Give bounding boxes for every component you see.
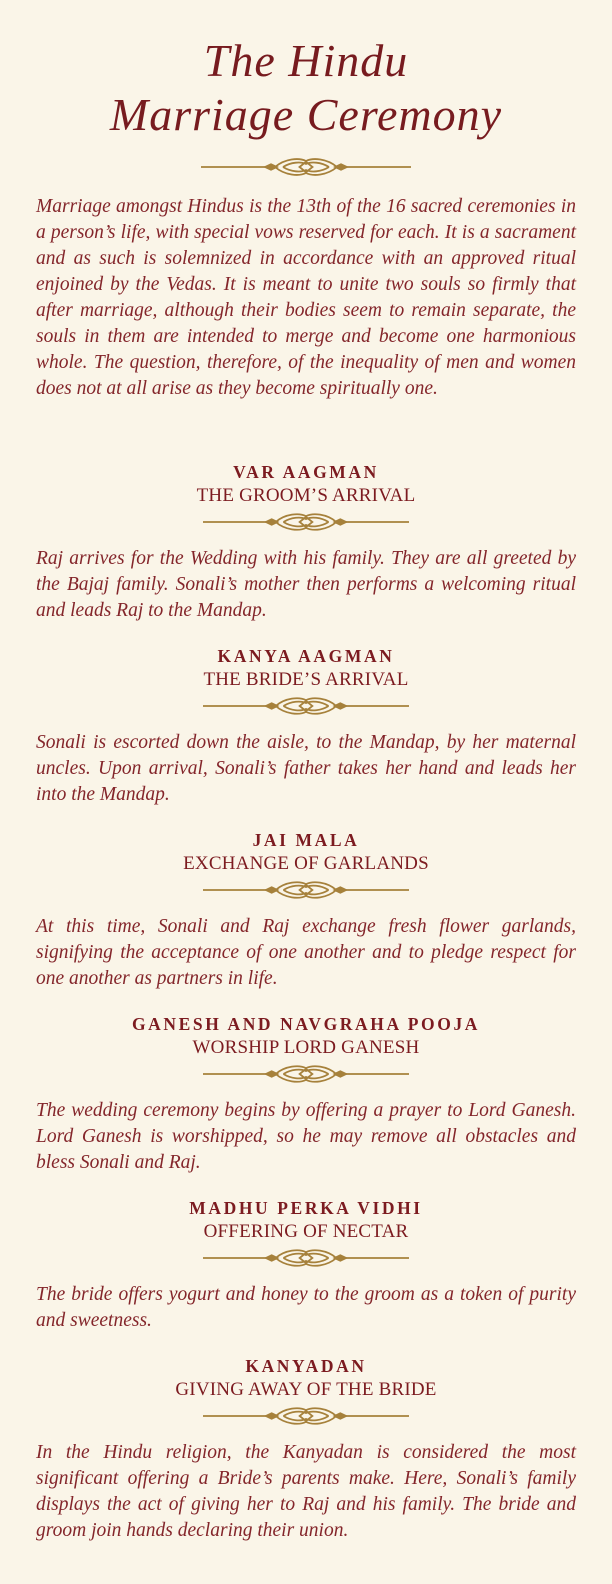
- ceremony-section: [36, 830, 576, 992]
- page-title-line1: The Hindu: [203, 35, 409, 86]
- section-title: GANESH AND NAVGRAHA POOJA: [131, 1014, 481, 1034]
- section-title: MADHU PERKA VIDHI: [189, 1198, 423, 1218]
- section-description: Raj arrives for the Wedding with his family. They are all greeted by the Bajaj family. Sonali’s mother then performs a welcoming ritual and leads Raj to the Mandap.: [36, 548, 576, 621]
- section-flourish-divider: [36, 510, 576, 534]
- section-flourish-divider: [36, 878, 576, 902]
- section-title: JAI MALA: [252, 830, 360, 850]
- flourish-divider-icon: [203, 878, 409, 902]
- section-subtitle: THE BRIDE’S ARRIVAL: [203, 669, 409, 690]
- section-title: VAR AAGMAN: [233, 462, 379, 482]
- intro-paragraph: Marriage amongst Hindus is the 13th of the 16 sacred ceremonies in a person’s life, with special vows reserved for each. It is a sacrament and as such is solemnized in accordance with an approved ritual enjoined by the Vedas. It is meant to unite two souls so firmly that after marriage, although their bodies seem to remain separate, the souls in them are intended to merge and become one harmonious whole. The question, therefore, of the inequality of men and women does not at all arise as they become spiritually one.: [36, 196, 576, 399]
- title-flourish-divider: [36, 155, 576, 179]
- section-subtitle: EXCHANGE OF GARLANDS: [183, 853, 429, 874]
- section-description: The wedding ceremony begins by offering a prayer to Lord Ganesh. Lord Ganesh is worshipped, so he may remove all obstacles and bless Sonali and Raj.: [36, 1100, 576, 1173]
- section-subtitle: OFFERING OF NECTAR: [203, 1221, 409, 1242]
- section-flourish-divider: [36, 1246, 576, 1270]
- flourish-divider-icon: [203, 1404, 409, 1428]
- flourish-divider-icon: [203, 1062, 409, 1086]
- ceremony-section: [36, 1356, 576, 1544]
- ceremony-section: [36, 1198, 576, 1334]
- section-description: Sonali is escorted down the aisle, to the Mandap, by her maternal uncles. Upon arrival, Sonali’s father takes her hand and leads her into the Mandap.: [36, 732, 576, 805]
- page-title: [36, 34, 576, 142]
- section-flourish-divider: [36, 694, 576, 718]
- section-description: In the Hindu religion, the Kanyadan is considered the most significant offering a Bride’s parents make. Here, Sonali’s family displays the act of giving her to Raj and his family. The bride and groom join hands declaring their union.: [36, 1442, 576, 1541]
- ceremony-section: [36, 1014, 576, 1176]
- section-subtitle: THE GROOM’S ARRIVAL: [196, 485, 416, 506]
- flourish-divider-icon: [203, 694, 409, 718]
- section-subtitle: WORSHIP LORD GANESH: [192, 1037, 420, 1058]
- section-title: KANYADAN: [245, 1356, 367, 1376]
- ceremony-section: [36, 462, 576, 624]
- section-title: KANYA AAGMAN: [217, 646, 395, 666]
- section-subtitle: GIVING AWAY OF THE BRIDE: [175, 1379, 437, 1400]
- section-description: The bride offers yogurt and honey to the groom as a token of purity and sweetness.: [36, 1284, 576, 1331]
- section-description: At this time, Sonali and Raj exchange fresh flower garlands, signifying the acceptance of one another and to pledge respect for one another as partners in life.: [36, 916, 576, 989]
- flourish-divider-icon: [203, 510, 409, 534]
- flourish-divider-icon: [203, 1246, 409, 1270]
- section-flourish-divider: [36, 1062, 576, 1086]
- section-flourish-divider: [36, 1404, 576, 1428]
- flourish-divider-icon: [201, 155, 411, 179]
- ceremony-section: [36, 646, 576, 808]
- ceremony-sections: [36, 462, 576, 1544]
- page-title-line2: Marriage Ceremony: [109, 89, 503, 140]
